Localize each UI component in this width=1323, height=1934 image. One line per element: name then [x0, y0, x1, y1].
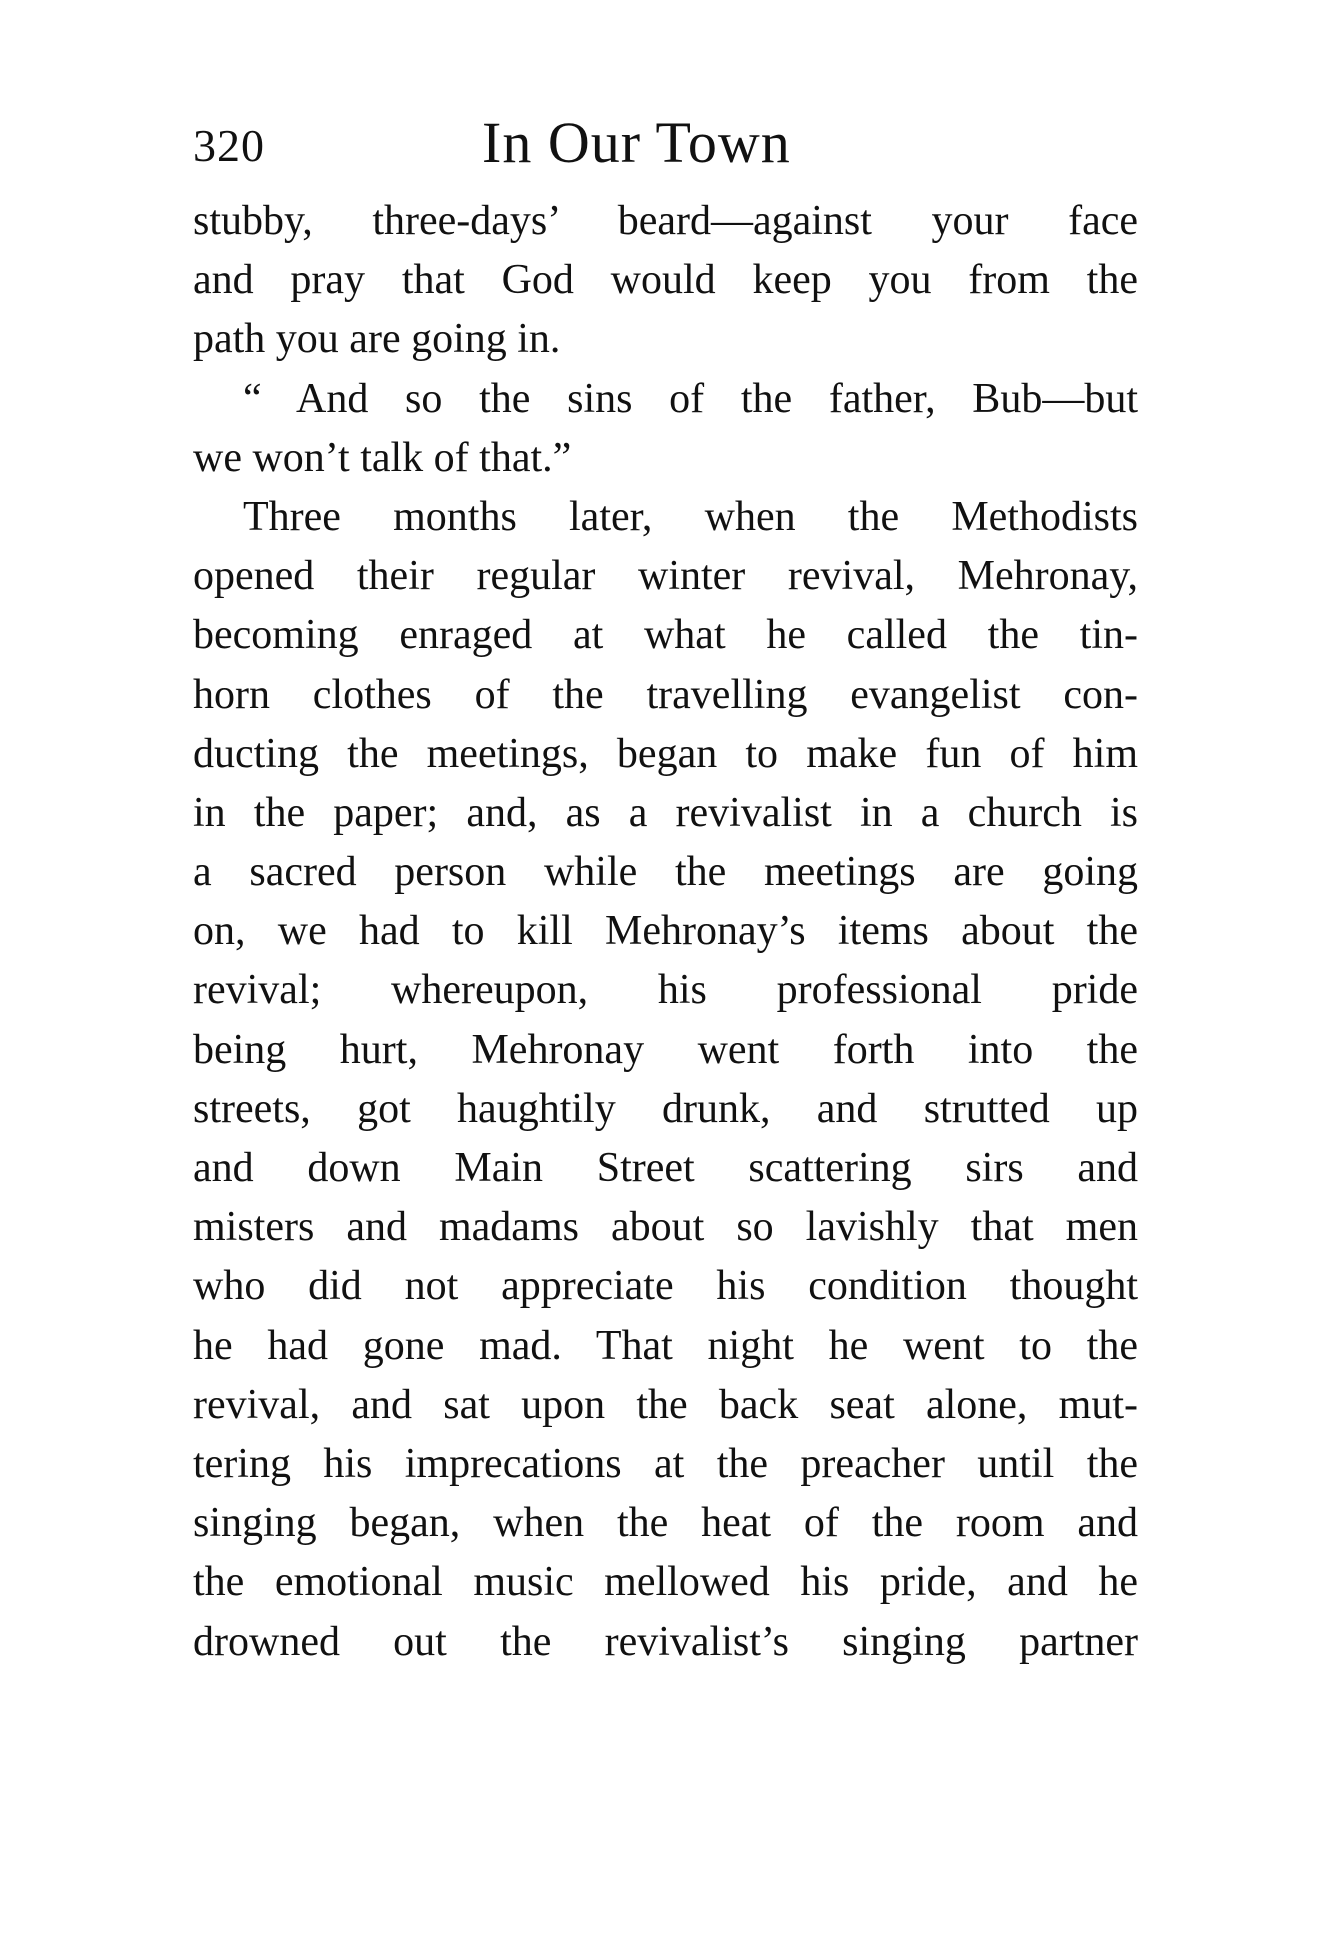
- body-text: [193, 192, 1138, 1672]
- text-line: revival; whereupon, his professional pride: [193, 967, 1138, 1014]
- text-line: singing began, when the heat of the room and: [193, 1500, 1138, 1547]
- running-head: In Our Town: [482, 110, 791, 175]
- text-line: and down Main Street scattering sirs and: [193, 1145, 1138, 1191]
- text-line: Three months later, when the Methodists: [243, 493, 1138, 540]
- text-line: he had gone mad. That night he went to the: [193, 1322, 1138, 1369]
- text-line: being hurt, Mehronay went forth into the: [193, 1026, 1138, 1073]
- text-line: drowned out the revivalist’s singing partner: [193, 1618, 1138, 1665]
- text-line: the emotional music mellowed his pride, and he: [193, 1559, 1138, 1606]
- text-line: becoming enraged at what he called the tin-: [193, 612, 1138, 659]
- text-line: streets, got haughtily drunk, and strutted up: [193, 1085, 1138, 1132]
- text-line: revival, and sat upon the back seat alone, mut-: [193, 1381, 1138, 1428]
- text-line: we won’t talk of that.”: [193, 434, 572, 481]
- text-line: on, we had to kill Mehronay’s items about the: [193, 908, 1138, 955]
- text-line: horn clothes of the travelling evangelist con-: [193, 671, 1138, 718]
- text-line: and pray that God would keep you from the: [193, 257, 1138, 304]
- text-line: stubby, three-days’ beard—against your face: [193, 198, 1138, 244]
- text-line: in the paper; and, as a revivalist in a church is: [193, 789, 1138, 836]
- text-line: who did not appreciate his condition thought: [193, 1263, 1138, 1310]
- text-line: tering his imprecations at the preacher until the: [193, 1440, 1138, 1487]
- text-line: “ And so the sins of the father, Bub—but: [243, 375, 1138, 422]
- text-line: path you are going in.: [193, 316, 561, 363]
- text-line: misters and madams about so lavishly that men: [193, 1204, 1138, 1251]
- text-line: ducting the meetings, began to make fun of him: [193, 730, 1138, 777]
- text-line: opened their regular winter revival, Mehronay,: [193, 553, 1138, 600]
- page-number: 320: [193, 120, 265, 171]
- text-line: a sacred person while the meetings are going: [193, 849, 1138, 896]
